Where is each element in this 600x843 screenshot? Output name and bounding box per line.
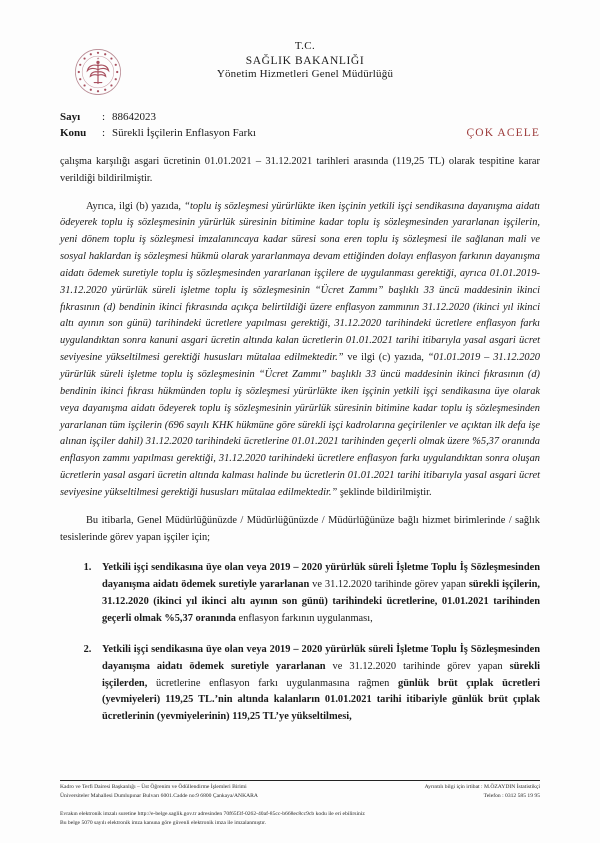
- clause-1-bold-2: sürekli işçilerin, 31.12.2020 (ikinci yıl ikinci altı ayının son günü) tarihindeki ücretlerine, 01.01.2021 tarihinden geçerli olmak %5,37 oranında: [102, 579, 540, 624]
- list-item: [94, 642, 540, 726]
- clause-2-normal-2: ücretlerine enflasyon farkı uygulanmasına rağmen: [147, 677, 399, 689]
- footer-address: [60, 783, 258, 801]
- paragraph-citation: [60, 199, 540, 502]
- document-body: [60, 154, 540, 726]
- sayi-label: Sayı: [60, 111, 81, 123]
- department-name: Yönetim Hizmetleri Genel Müdürlüğü: [216, 68, 394, 81]
- republic-label: T.C.: [294, 40, 316, 52]
- urgency-stamp: ÇOK ACELE: [466, 127, 540, 139]
- clause-2-bold-1: Yetkili işçi sendikasına üye olan veya 2019 – 2020 yürürlük süreli İşletme Toplu İş Sözleşmesinden dayanışma aidatı ödemek suretiyle yararlanan: [102, 643, 540, 672]
- sayi-colon: :: [102, 111, 106, 123]
- footer-contact: [417, 783, 540, 801]
- esign-line-2: Bu belge 5070 sayılı elektronik imza kanuna göre güvenli elektronik imza ile imzalanmıştır.: [60, 820, 267, 827]
- paragraph-intro: çalışma karşılığı asgari ücretinin 01.01.2021 – 31.12.2021 tarihleri arasında (119,25 TL) olarak tespitine karar verildiği bildirilmiştir.: [60, 155, 540, 184]
- footer-contact-line-1: Ayrıntılı bilgi için irtibat : M.ÖZAYDIN İstatistikçi: [424, 783, 540, 790]
- header-titles: [60, 40, 540, 82]
- paragraph-scope: Bu itibarla, Genel Müdürlüğünüzde / Müdürlüğünüzde / Müdürlüğünüze bağlı hizmet birimlerinde / sağlık tesislerinde görev yapan işçiler için;: [60, 514, 540, 543]
- sayi-row: [60, 110, 540, 126]
- clause-2-bold-2: sürekli işçilerden,: [102, 660, 540, 689]
- citation-tail: şeklinde bildirilmiştir.: [337, 486, 432, 498]
- footer-address-line-1: Kadro ve Terfi Dairesi Başkanlığı – Üst Öğrenim ve Ödüllendirme İşlemleri Birimi: [60, 783, 247, 790]
- document-header: [0, 0, 600, 100]
- konu-value: Sürekli İşçilerin Enflasyon Farkı: [112, 126, 256, 139]
- sayi-value: 88642023: [112, 111, 156, 123]
- clause-1-bold-1: Yetkili işçi sendikasına üye olan veya 2019 – 2020 yürürlük süreli İşletme Toplu İş Sözleşmesinden dayanışma aidatı ödemek suretiyle yararlanan: [102, 562, 540, 591]
- document-meta: [60, 110, 540, 142]
- document-footer: [60, 780, 540, 829]
- konu-colon: :: [102, 126, 106, 139]
- clause-1-normal-1: ve 31.12.2020 tarihinde görev yapan: [309, 579, 469, 591]
- citation-lead: Ayrıca, ilgi (b) yazıda,: [86, 200, 185, 212]
- clause-2-normal-1: ve 31.12.2020 tarihinde görev yapan: [325, 660, 510, 672]
- electronic-signature-notice: [60, 810, 540, 829]
- clause-1-normal-2: enflasyon farkının uygulanması,: [235, 612, 373, 624]
- clause-list: [60, 560, 540, 726]
- konu-label: Konu: [60, 126, 87, 139]
- footer-columns: [60, 783, 540, 801]
- esign-line-1: Evrakın elektronik imzalı suretine http://e-belge.saglik.gov.tr adresinden 70f65f3f-0262-40af-85cc-b668ec8cc9cb kodu ile eri ebilirsiniz: [60, 810, 365, 817]
- clause-2-bold-3: günlük brüt çıplak ücretleri (yevmiyeleri) 119,25 TL.’nin altında kalanların 01.01.2021 tarihi itibariyle günlük brüt çıplak ücretlerinin (yevmiyelerinin) 119,25 TL’ye yükseltilmesi,: [102, 677, 540, 723]
- citation-mid: ve ilgi (c) yazıda,: [343, 352, 428, 364]
- turkish-ministry-of-health-emblem-icon: [72, 48, 124, 96]
- list-item: [94, 560, 540, 627]
- footer-divider: [60, 780, 540, 781]
- citation-quote-b: “toplu iş sözleşmesi yürürlükte iken işçinin yetkili işçi sendikasına dayanışma aidatı ödeyerek toplu iş sözleşmesinin yürürlük süresinin bitimine kadar toplu iş sözleşmesinden yararlanan işçilerin, yeni dönem toplu iş sözleşmesi imzalanıncaya kadar süresi sona eren toplu iş sözleşmesi ile sağlanan mali ve sosyal haklardan iş sözleşmesi hükmü olarak yararlanmaya devam ettiğinden dolayı enflasyon farkının dayanışma aidatı ödemek suretiyle toplu iş sözleşmesinden yararlanan işçilere de uygulanması gerektiği, ayrıca 01.01.2019-31.12.2020 yürürlük süreli işletme toplu iş sözleşmesinin “Ücret Zammı” başlıklı 33 üncü maddesinin ikinci fıkrasının (d) bendinin ikinci fıkrasında açıkça belirtildiği üzere enflasyon zammının 31.12.2020 (ikinci yıl ikinci altı ayının son günü) tarihindeki ücretlere yapılması gerektiği, 31.12.2020 tarihindeki ücretlere enflasyon farkı uygulandıktan sonra kanuni asgari ücretin altında kalan ücretlerin 01.01.2021 tarihi itibarıyla yasal asgari ücret seviyesine yükseltilmesi gerektiği hususları mütalaa edilmektedir.”: [60, 200, 540, 364]
- ministry-name: SAĞLIK BAKANLIĞI: [245, 54, 365, 67]
- footer-contact-line-2: Telefon : 0312 585 19 95: [483, 792, 540, 799]
- footer-address-line-2: Üniversiteler Mahallesi Dumlupınar Bulvarı 6001.Cadde no:9 6800 Çankaya/ANKARA: [60, 792, 258, 799]
- svg-text:★: ★: [96, 56, 100, 61]
- citation-quote-c: “01.01.2019 – 31.12.2020 yürürlük süreli işletme toplu iş sözleşmesinin “Ücret Zammı” başlıklı 33 üncü maddesinin ikinci fıkrasının (d) bendinin ikinci fıkrası hükmünden toplu iş sözleşmesi yürürlükte iken işçinin yetkili işçi sendikasına üye olarak veya dayanışma aidatı ödeyerek toplu iş sözleşmesinin yürürlük süresinin bitimine kadar toplu iş sözleşmesinden yararlanan tüm işçilerin (696 sayılı KHK hükmüne göre sürekli işçi kadrolarına geçirilenler ve açıktan ilk defa işe alınan işçiler dahil) 31.12.2020 tarihindeki ücretlerine 01.01.2021 tarihinden geçerli olmak üzere %5,37 oranında enflasyon zammı yapılması gerektiği, 31.12.2020 tarihindeki ücretlere enflasyon farkı uygulandıktan sonra oluşan ücretlerin yasal asgari ücretin altında kalması halinde bu ücretlerin 01.01.2021 tarihi itibarıyla yasal asgari ücret seviyesine yükseltilmesi gerektiği hususları mütalaa edilmektedir.”: [60, 352, 540, 498]
